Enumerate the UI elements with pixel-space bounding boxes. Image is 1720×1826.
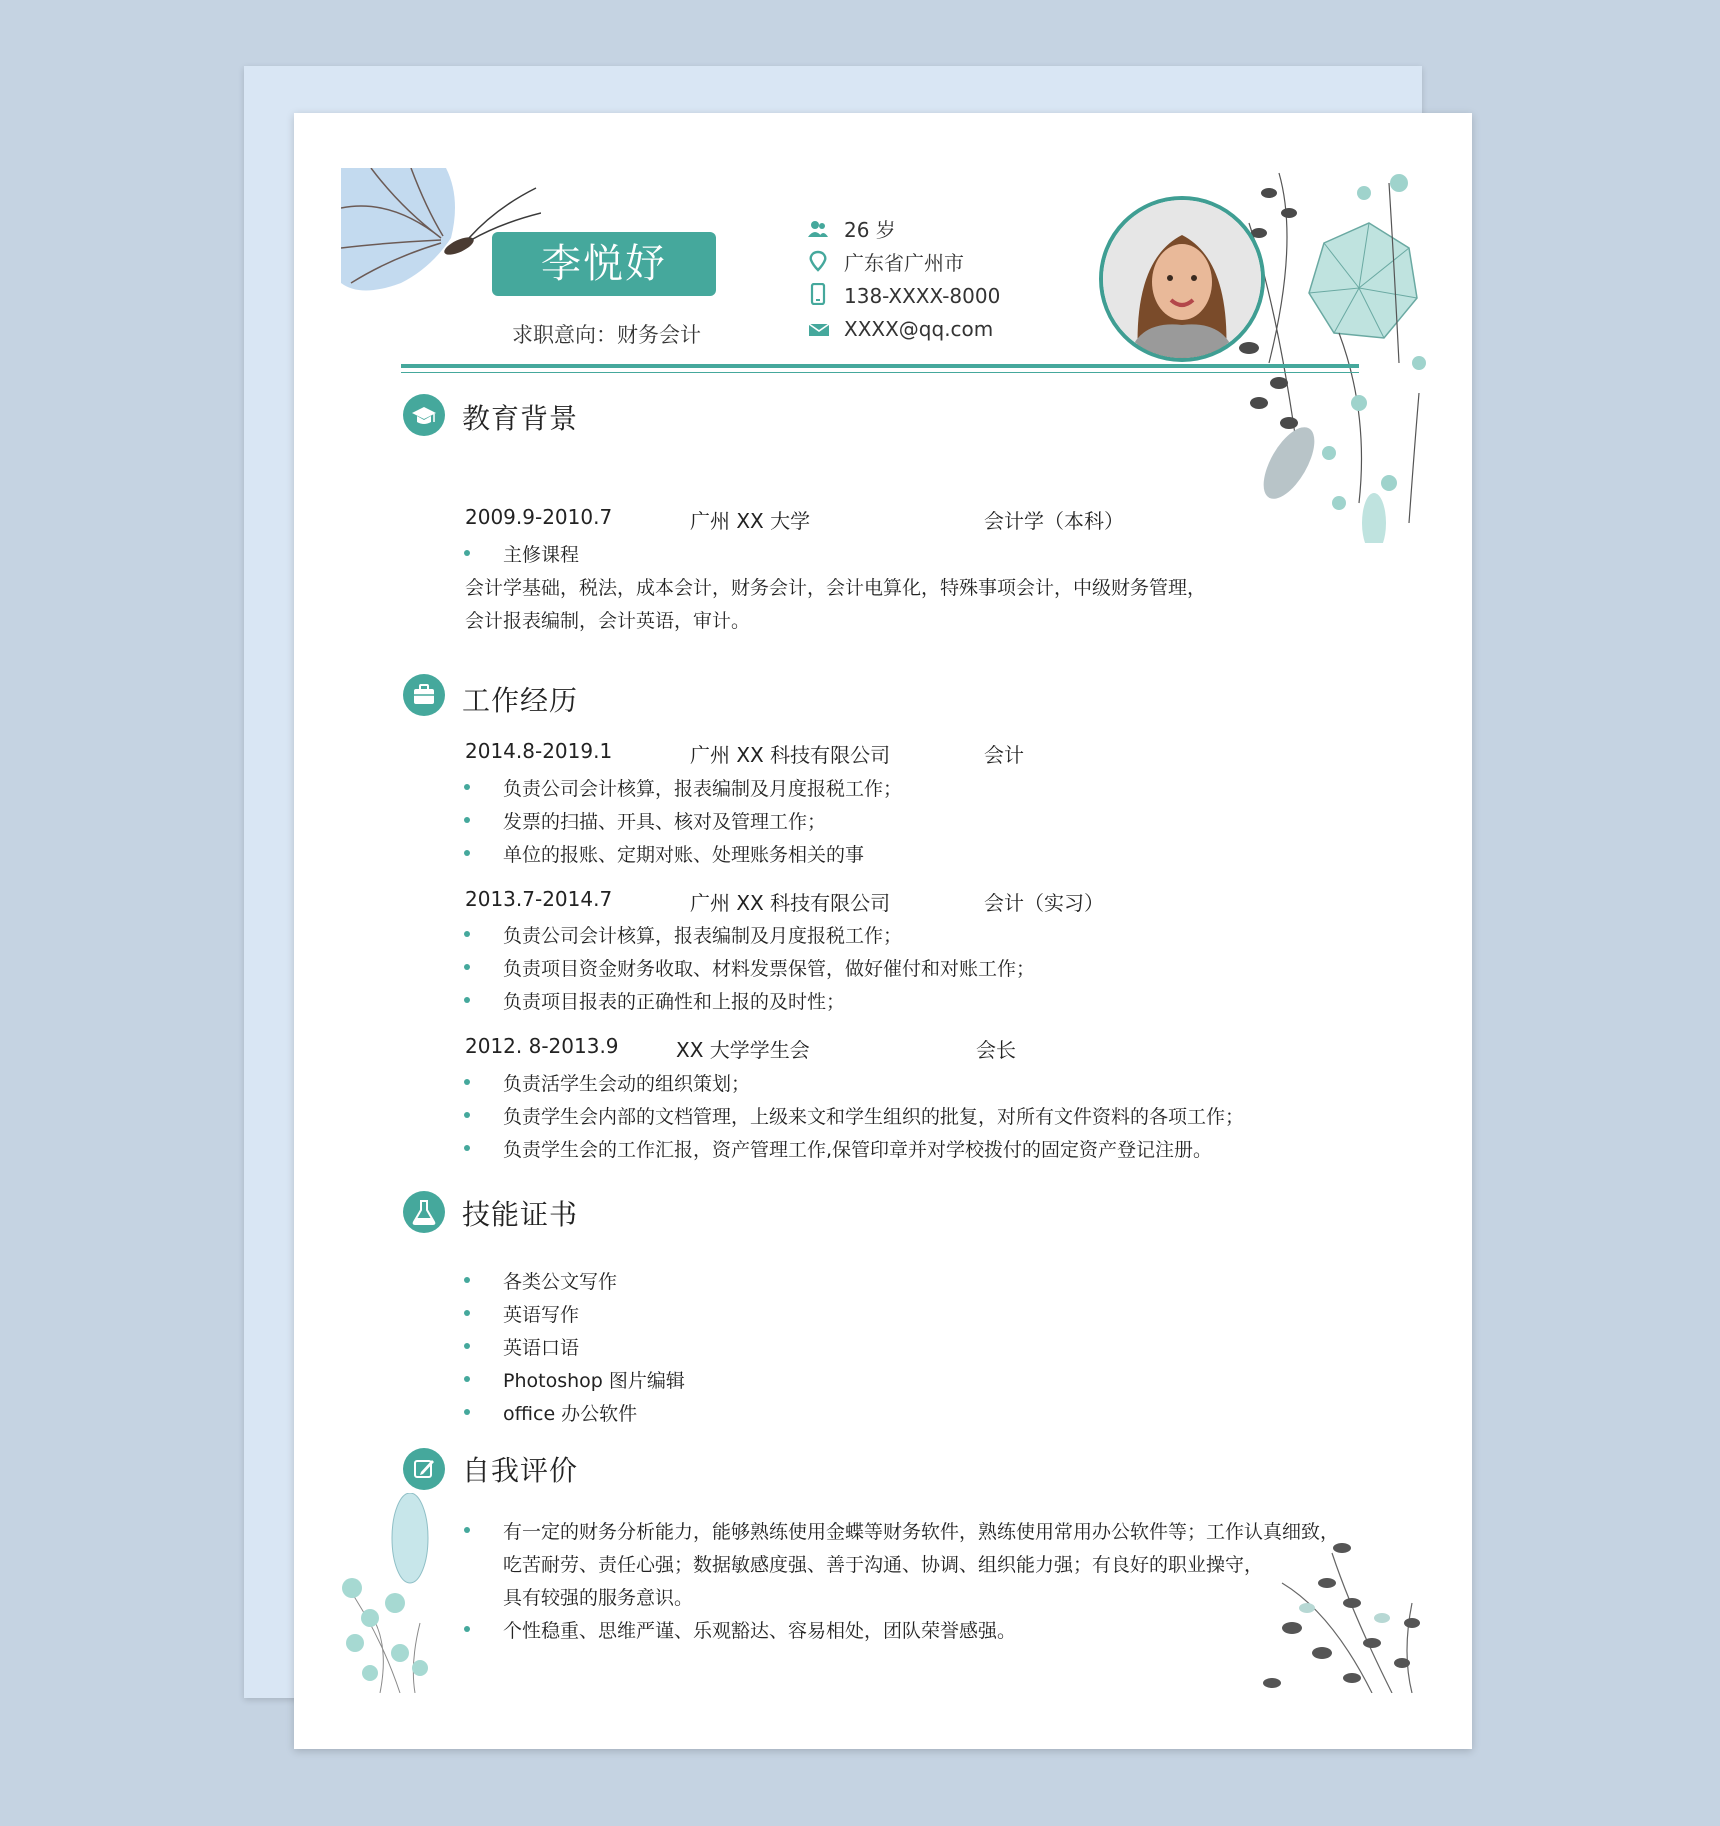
- self-eval-line: 具有较强的服务意识。: [503, 1587, 694, 1609]
- job-duty: 负责学生会的工作汇报，资产管理工作,保管印章并对学校拨付的固定资产登记注册。: [503, 1139, 1213, 1161]
- skill-item: 各类公文写作: [503, 1271, 618, 1293]
- header-divider: [401, 364, 1359, 368]
- bullet-dot: [464, 1277, 470, 1283]
- bullet-dot: [464, 1079, 470, 1085]
- bullet-dot: [464, 1343, 470, 1349]
- floral-illustration-top-right: [1219, 163, 1429, 543]
- skill-item: 英语写作: [503, 1304, 580, 1326]
- education-school: 广州 XX 大学: [690, 509, 811, 533]
- floral-illustration-bottom-right: [1252, 1533, 1427, 1693]
- bullet-dot: [464, 1527, 470, 1533]
- bullet-dot: [464, 964, 470, 970]
- job-duty: 负责项目报表的正确性和上报的及时性；: [503, 991, 846, 1013]
- job-period: 2012. 8-2013.9: [465, 1034, 619, 1058]
- bullet-dot: [464, 550, 470, 556]
- age-text: 26 岁: [844, 218, 896, 242]
- section-title-education: 教育背景: [462, 402, 579, 435]
- job-duty: 负责公司会计核算，报表编制及月度报税工作；: [503, 925, 903, 947]
- job-org: 广州 XX 科技有限公司: [690, 891, 891, 915]
- job-period: 2014.8-2019.1: [465, 739, 613, 763]
- resume-page: [294, 113, 1472, 1749]
- job-org: 广州 XX 科技有限公司: [690, 743, 891, 767]
- location-pin-icon: [808, 250, 834, 279]
- bullet-dot: [464, 817, 470, 823]
- bullet-dot: [464, 784, 470, 790]
- contact-phone: [808, 282, 1000, 310]
- bullet-dot: [464, 1626, 470, 1632]
- contact-location: [808, 249, 964, 277]
- edit-icon: [403, 1448, 445, 1490]
- floral-illustration-bottom-left: [340, 1493, 470, 1693]
- phone-text: 138-XXXX-8000: [844, 284, 1001, 308]
- self-eval-line: 有一定的财务分析能力，能够熟练使用金蝶等财务软件，熟练使用常用办公软件等；工作认真细致，: [503, 1521, 1340, 1543]
- courses-line: 会计学基础，税法，成本会计，财务会计，会计电算化，特殊事项会计，中级财务管理，: [465, 577, 1207, 599]
- courses-label: 主修课程: [503, 544, 580, 566]
- email-text: XXXX@qq.com: [844, 317, 994, 341]
- skill-item: Photoshop 图片编辑: [503, 1370, 685, 1392]
- skill-item: 英语口语: [503, 1337, 580, 1359]
- bullet-dot: [464, 1112, 470, 1118]
- header-divider-thin: [401, 372, 1359, 373]
- job-duty: 负责学生会内部的文档管理，上级来文和学生组织的批复，对所有文件资料的各项工作；: [503, 1106, 1245, 1128]
- location-text: 广东省广州市: [844, 251, 964, 275]
- contact-email: [808, 315, 993, 343]
- candidate-name: 李悦妤: [492, 232, 716, 296]
- graduation-cap-icon: [403, 394, 445, 436]
- job-role: 会计（实习）: [984, 891, 1104, 915]
- bullet-dot: [464, 1409, 470, 1415]
- user-icon: [808, 218, 834, 246]
- profile-photo: [1099, 196, 1265, 362]
- bullet-dot: [464, 931, 470, 937]
- bullet-dot: [464, 1310, 470, 1316]
- mail-icon: [808, 317, 834, 345]
- job-duty: 负责项目资金财务收取、材料发票保管，做好催付和对账工作；: [503, 958, 1036, 980]
- phone-icon: [808, 283, 834, 312]
- job-org: XX 大学学生会: [676, 1038, 810, 1062]
- job-intent: 求职意向：财务会计: [512, 323, 701, 347]
- job-duty: 负责活学生会动的组织策划；: [503, 1073, 751, 1095]
- job-duty: 发票的扫描、开具、核对及管理工作；: [503, 811, 827, 833]
- section-title-self-eval: 自我评价: [462, 1454, 579, 1487]
- bullet-dot: [464, 1145, 470, 1151]
- self-eval-line: 吃苦耐劳、责任心强；数据敏感度强、善于沟通、协调、组织能力强；有良好的职业操守，: [503, 1554, 1264, 1576]
- contact-age: [808, 216, 896, 244]
- education-major: 会计学（本科）: [984, 509, 1124, 533]
- job-period: 2013.7-2014.7: [465, 887, 613, 911]
- skill-item: office 办公软件: [503, 1403, 638, 1425]
- job-role: 会长: [976, 1038, 1016, 1062]
- section-title-skills: 技能证书: [462, 1198, 579, 1231]
- job-duty: 负责公司会计核算，报表编制及月度报税工作；: [503, 778, 903, 800]
- bullet-dot: [464, 850, 470, 856]
- education-period: 2009.9-2010.7: [465, 505, 613, 529]
- flask-icon: [403, 1191, 445, 1233]
- courses-line: 会计报表编制，会计英语，审计。: [465, 610, 751, 632]
- job-role: 会计: [984, 743, 1024, 767]
- section-title-work: 工作经历: [462, 684, 579, 717]
- briefcase-icon: [403, 674, 445, 716]
- self-eval-line: 个性稳重、思维严谨、乐观豁达、容易相处，团队荣誉感强。: [503, 1620, 1017, 1642]
- bullet-dot: [464, 997, 470, 1003]
- bullet-dot: [464, 1376, 470, 1382]
- job-duty: 单位的报账、定期对账、处理账务相关的事: [503, 844, 865, 866]
